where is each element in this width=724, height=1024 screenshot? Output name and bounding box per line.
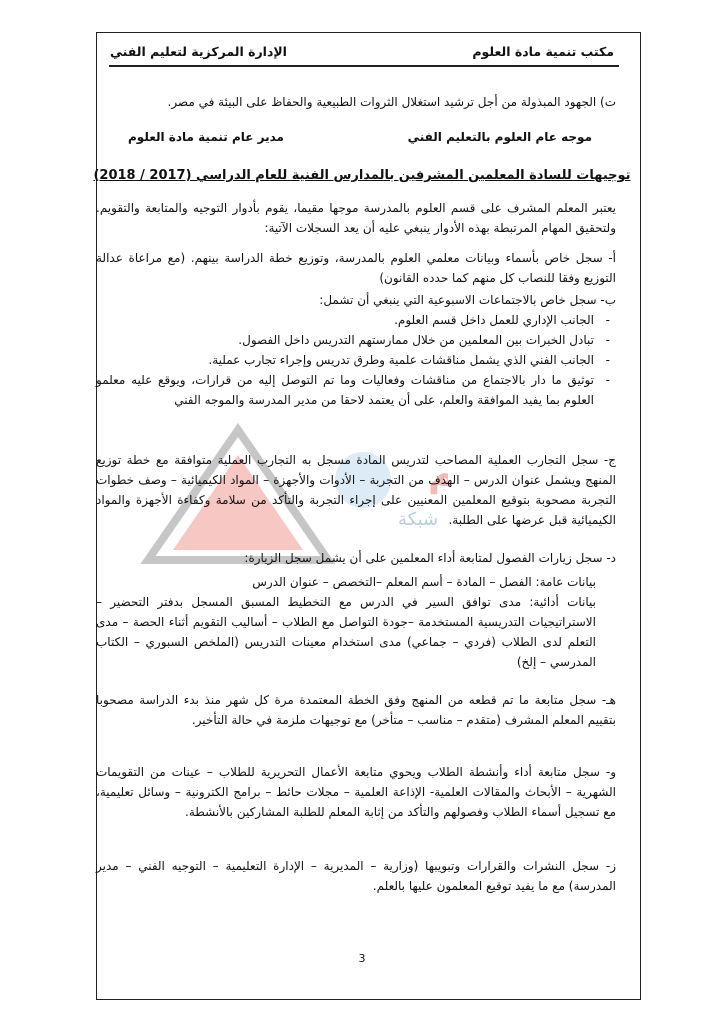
list-item: - الجانب الفني الذي يشمل مناقشات علمية وطرق تدريس وإجراء تجارب عملية. [96,350,616,370]
signature-supervisor: موجه عام العلوم بالتعليم الفني [407,130,592,144]
list-item: - توثيق ما دار بالاجتماع من مناقشات وفعاليات وما تم التوصل إليه من قرارات، ويوقع عليه معلمو العلوم بما يفيد الموافقة والعلم، على أن يعتمد لاحقا من مدير المدرسة والموجه الفني [96,370,616,410]
record-h: هـ- سجل متابعة ما تم قطعه من المنهج وفق الخطة المعتمدة مرة كل شهر منذ بدء الدراسة مصحوبا بتقييم المعلم المشرف (متقدم – مناسب – متأخر) مع توجيهات ملزمة في حالة التأخير. [96,693,616,727]
record-b-list [96,310,616,410]
intro-item-t: ت) الجهود المبذولة من أجل ترشيد استغلال الثروات الطبيعية والحفاظ على البيئة في مصر. [167,95,616,109]
record-d: د- سجل زيارات الفصول لمتابعة أداء المعلمين على أن يشمل سجل الزيارة: [244,551,616,565]
visit-performance-data: بيانات أدائية: مدى توافق السير في الدرس مع التخطيط المسبق المسجل بدفتر التحضير –الاستراتيجيات التدريسية المستخدمة –جودة التواصل مع الطلاب – أساليب التقويم أثناء الحصة – مدى التعلم لدى الطلاب (فردي – جماعي) مدى استخدام معينات التدريس (الملخص السبوري – الكتاب المدرسي – إلخ) [96,595,596,669]
record-d-items [96,572,596,672]
record-a: أ- سجل خاص بأسماء وبيانات معلمي العلوم بالمدرسة، وتوزيع خطة الدراسة بينهم. (مع مراعاة عدالة التوزيع وفقا للنصاب كل منهم كما حدده القانون) [96,251,616,285]
page-title: توجيهات للسادة المعلمين المشرفين بالمدارس الفنية للعام الدراسي (2017 / 2018) [93,168,631,183]
list-item: - الجانب الإداري للعمل داخل قسم العلوم. [96,310,616,330]
record-z: ز- سجل النشرات والقرارات وتبويبها (وزارية – المديرية – الإدارة التعليمية – التوجيه الفني – مدير المدرسة) مع ما يفيد توقيع المعلمون عليها بالعلم. [96,859,616,893]
header-office: مكتب تنمية مادة العلوم [472,44,614,59]
record-w: و- سجل متابعة أداء وأنشطة الطلاب ويحوي متابعة الأعمال التحريرية للطلاب – عينات من التقويمات الشهرية – الأبحاث والمقالات العلمية- الإذاعة العلمية – مجلات حائط – برامج الكترونية – وسائل تعليمية، مع تسجيل أسماء الطلاب وفصولهم والتأكد من إثابة المعلم للطلبة المشاركين بالأنشطة. [96,765,616,819]
record-b: ب- سجل خاص بالاجتماعات الاسبوعية التي ينبغي أن تشمل: [319,293,616,307]
watermark-text: م [428,450,448,494]
page-number: 3 [358,952,366,965]
intro-paragraph: يعتبر المعلم المشرف على قسم العلوم بالمدرسة موجها مقيما، يقوم بأدوار التوجيه والمتابعة والتقويم. ولتحقيق المهام المرتبطة بهذه الأدوار ينبغي عليه أن يعد السجلات الآتية: [96,201,616,235]
signature-director: مدير عام تنمية مادة العلوم [128,130,284,144]
header-administration: الإدارة المركزية لتعليم الفني [110,44,287,59]
record-c: ج- سجل التجارب العملية المصاحب لتدريس المادة مسجل به التجارب العملية متوافقة مع خطة توزيع المنهج ويشمل عنوان الدرس – الهدف من التجربة – الأدوات والأجهزة – المواد الكيميائية – وصف خطوات التجربة مصحوبة بتوقيع المعلمين المعنيين على إجراء التجربة والتأكد من سلامة وكفاءة الأجهزة والمواد الكيميائية قبل عرضها على الطلبة. [96,453,616,527]
list-item: - تبادل الخبرات بين المعلمين من خلال ممارستهم التدريس داخل الفصول. [96,330,616,350]
header-rule [109,65,619,67]
visit-general-data: بيانات عامة: الفصل – المادة – أسم المعلم –التخصص – عنوان الدرس [252,575,596,589]
watermark-subtext: شبكة [398,509,439,530]
